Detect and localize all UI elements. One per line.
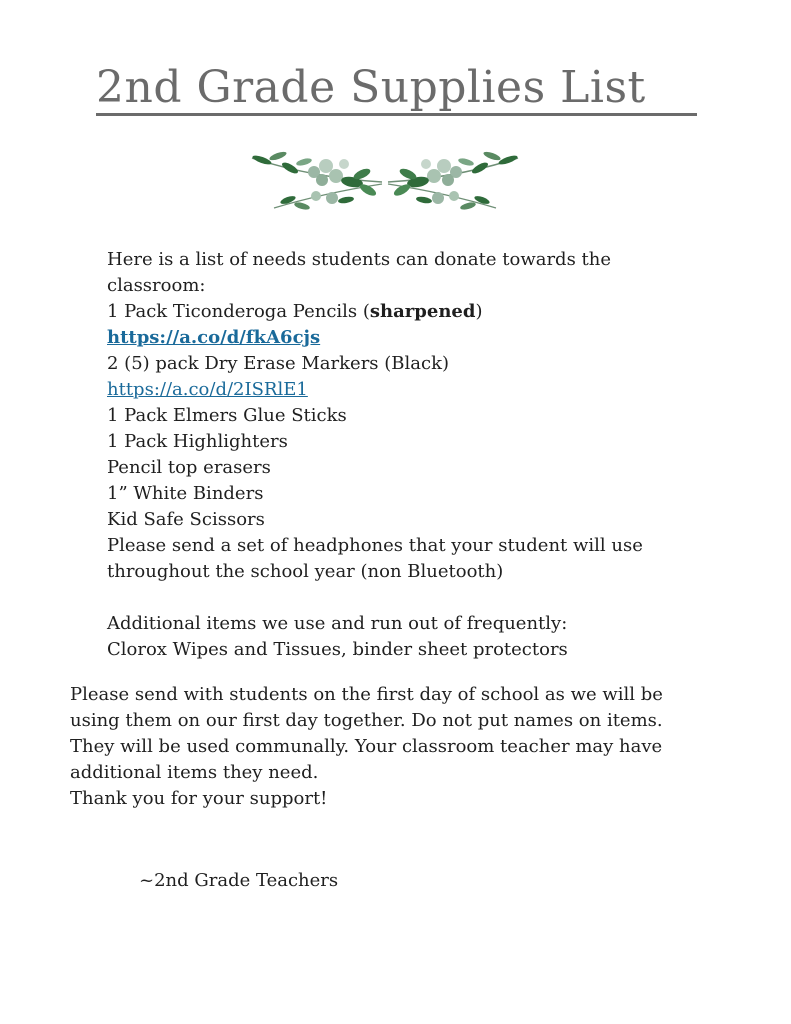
list-item-glue: 1 Pack Elmers Glue Sticks — [107, 405, 347, 426]
pencils-text: 1 Pack Ticonderoga Pencils ( — [107, 301, 370, 322]
list-item-headphones-1: Please send a set of headphones that your student will use — [107, 535, 643, 556]
list-item-pencils-link-row — [107, 325, 747, 351]
section-spacer — [107, 585, 747, 611]
list-item-markers-link-row — [107, 377, 747, 403]
pencils-emphasis: sharpened — [369, 301, 476, 322]
list-item-binders: 1” White Binders — [107, 483, 264, 504]
additional-heading: Additional items we use and run out of frequently: — [107, 613, 568, 634]
closing-line-1: Please send with students on the first day of school as we will be — [70, 684, 663, 705]
list-item-highlighters: 1 Pack Highlighters — [107, 431, 288, 452]
closing-paragraph — [70, 682, 750, 812]
supplies-list — [107, 247, 747, 663]
markers-link[interactable]: https://a.co/d/2ISRlE1 — [107, 379, 308, 400]
list-item-erasers: Pencil top erasers — [107, 457, 271, 478]
pencils-link[interactable]: https://a.co/d/fkA6cjs — [107, 327, 321, 348]
closing-line-4: additional items they need. — [70, 762, 319, 783]
intro-line-1: Here is a list of needs students can donate towards the — [107, 249, 612, 270]
intro-line-2: classroom: — [107, 275, 206, 296]
page-title: 2nd Grade Supplies List — [96, 62, 646, 113]
right-branch — [388, 150, 518, 211]
closing-line-2: using them on our first day together. Do not put names on items. — [70, 710, 663, 731]
list-item-markers: 2 (5) pack Dry Erase Markers (Black) — [107, 353, 450, 374]
list-item-pencils — [107, 299, 747, 325]
additional-items: Clorox Wipes and Tissues, binder sheet protectors — [107, 639, 568, 660]
pencils-suffix: ) — [475, 301, 483, 322]
title-underline — [96, 113, 697, 116]
list-item-scissors: Kid Safe Scissors — [107, 509, 265, 530]
closing-line-3: They will be used communally. Your classroom teacher may have — [70, 736, 663, 757]
closing-line-5: Thank you for your support! — [70, 788, 328, 809]
signature: ~2nd Grade Teachers — [139, 870, 339, 891]
left-branch — [252, 150, 382, 211]
greenery-wreath-icon — [244, 138, 526, 220]
list-item-headphones-2: throughout the school year (non Bluetooth) — [107, 561, 504, 582]
